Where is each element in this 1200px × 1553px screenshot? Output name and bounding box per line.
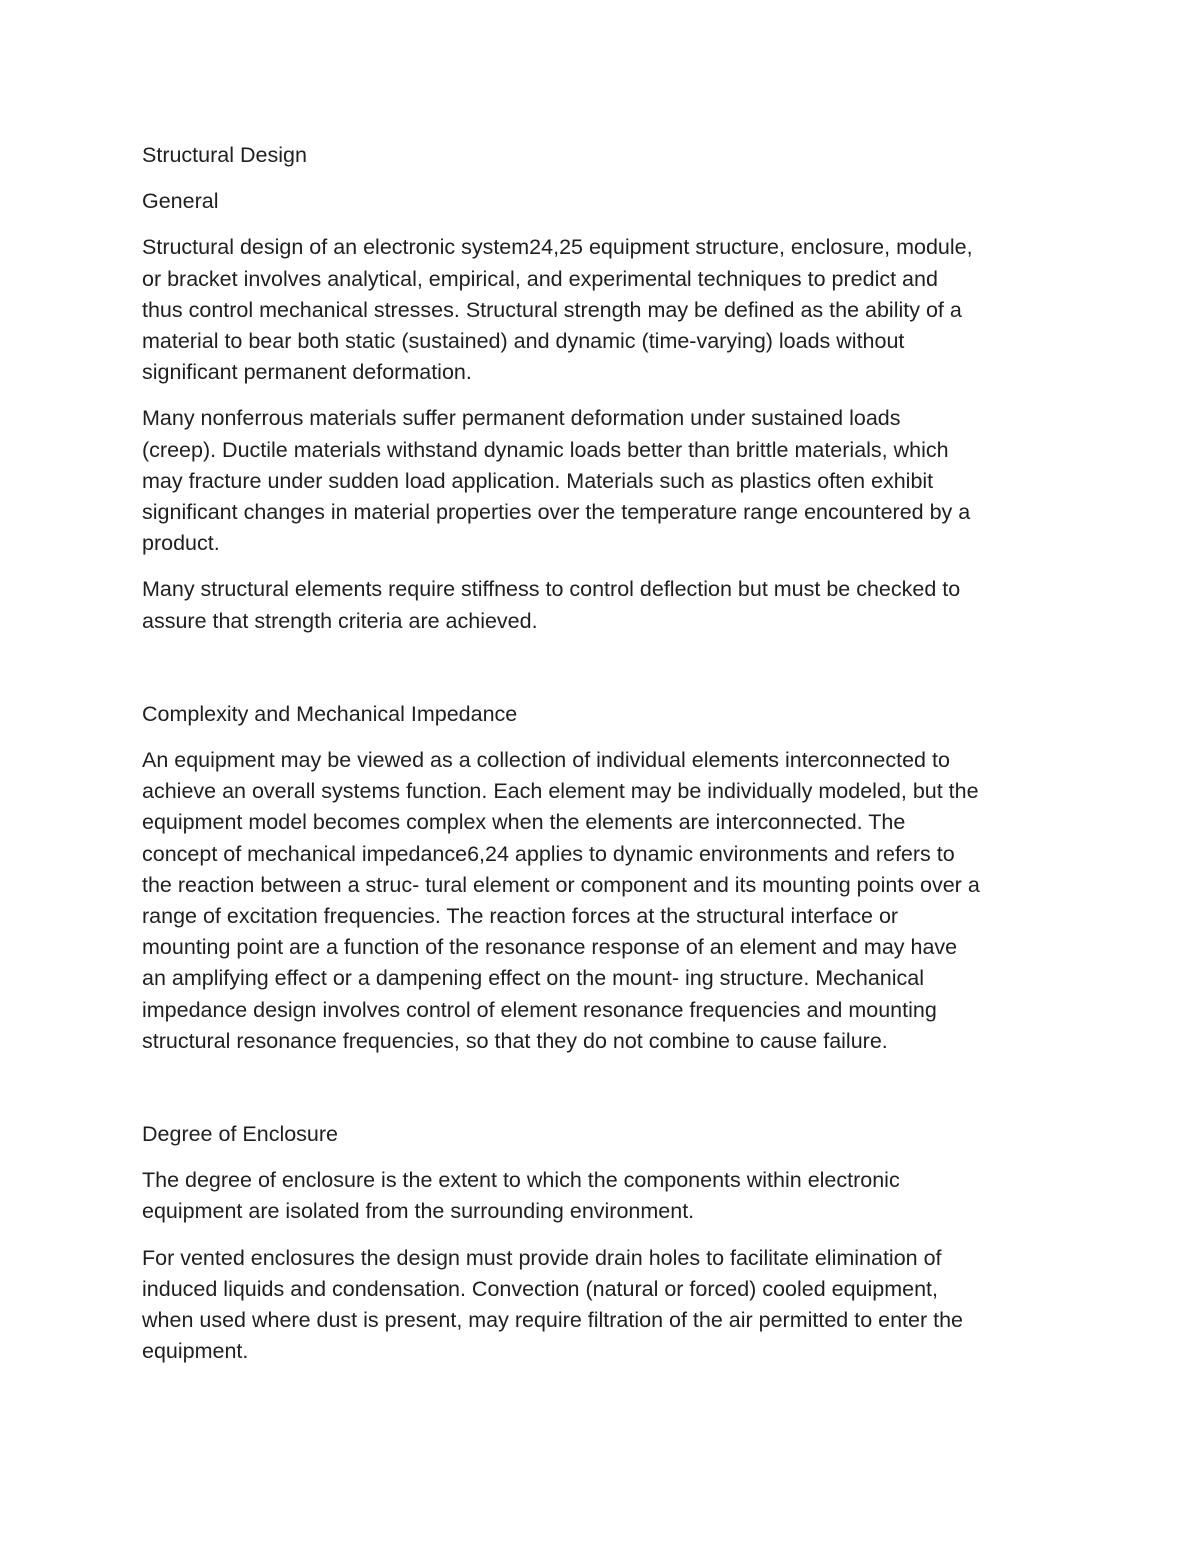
- paragraph-line: equipment are isolated from the surrounding environment.: [142, 1199, 695, 1224]
- paragraph-line: range of excitation frequencies. The reaction forces at the structural interface or: [142, 904, 899, 929]
- section-heading-complexity: Complexity and Mechanical Impedance: [142, 701, 518, 726]
- paragraph-line: material to bear both static (sustained) and dynamic (time-varying) loads without: [142, 329, 905, 354]
- document-body: [142, 140, 1067, 1383]
- paragraph-line: Many structural elements require stiffness to control deflection but must be checked to: [142, 577, 961, 602]
- paragraph-line: concept of mechanical impedance6,24 applies to dynamic environments and refers to: [142, 841, 955, 866]
- paragraph: [142, 1165, 1067, 1227]
- paragraph-line: induced liquids and condensation. Convection (natural or forced) cooled equipment,: [142, 1276, 939, 1301]
- paragraph-line: significant changes in material properties over the temperature range encountered by a: [142, 500, 971, 525]
- paragraph-line: an amplifying effect or a dampening effect on the mount- ing structure. Mechanical: [142, 966, 925, 991]
- paragraph: [142, 232, 1067, 388]
- paragraph: [142, 1243, 1067, 1368]
- section-heading-general: General: [142, 189, 219, 214]
- paragraph-line: or bracket involves analytical, empirical, and experimental techniques to predict and: [142, 266, 938, 291]
- paragraph-line: when used where dust is present, may require filtration of the air permitted to enter the: [142, 1308, 964, 1333]
- paragraph-line: For vented enclosures the design must provide drain holes to facilitate elimination of: [142, 1245, 942, 1270]
- paragraph-line: thus control mechanical stresses. Structural strength may be defined as the ability of a: [142, 297, 962, 322]
- paragraph-line: product.: [142, 531, 220, 556]
- paragraph-line: significant permanent deformation.: [142, 360, 472, 385]
- section-spacer: [142, 652, 1067, 699]
- paragraph-line: Structural design of an electronic system24,25 equipment structure, enclosure, module,: [142, 235, 973, 260]
- paragraph-line: assure that strength criteria are achieved.: [142, 608, 538, 633]
- paragraph-line: mounting point are a function of the resonance response of an element and may have: [142, 935, 958, 960]
- paragraph-line: achieve an overall systems function. Each element may be individually modeled, but the: [142, 779, 979, 804]
- paragraph-line: structural resonance frequencies, so that they do not combine to cause failure.: [142, 1028, 888, 1053]
- paragraph-line: (creep). Ductile materials withstand dynamic loads better than brittle materials, which: [142, 437, 949, 462]
- paragraph-line: the reaction between a struc- tural element or component and its mounting points over a: [142, 872, 980, 897]
- section-spacer: [142, 1072, 1067, 1119]
- document-title: Structural Design: [142, 143, 307, 167]
- paragraph-line: The degree of enclosure is the extent to which the components within electronic: [142, 1168, 900, 1193]
- paragraph: [142, 745, 1067, 1057]
- paragraph-line: impedance design involves control of element resonance frequencies and mounting: [142, 997, 937, 1022]
- paragraph-line: An equipment may be viewed as a collection of individual elements interconnected to: [142, 748, 950, 773]
- paragraph-line: Many nonferrous materials suffer permanent deformation under sustained loads: [142, 406, 901, 431]
- paragraph: [142, 574, 1067, 636]
- paragraph: [142, 403, 1067, 559]
- section-heading-enclosure: Degree of Enclosure: [142, 1122, 338, 1147]
- paragraph-line: may fracture under sudden load application. Materials such as plastics often exhibit: [142, 468, 934, 493]
- paragraph-line: equipment model becomes complex when the elements are interconnected. The: [142, 810, 906, 835]
- paragraph-line: equipment.: [142, 1339, 249, 1364]
